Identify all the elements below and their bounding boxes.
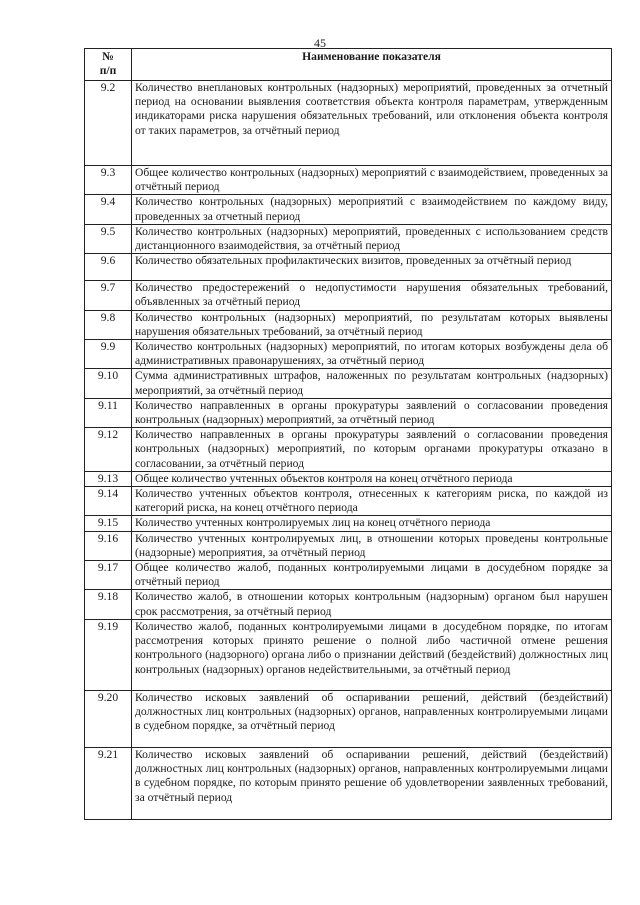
table-row xyxy=(85,81,612,166)
table-row xyxy=(85,590,612,619)
row-number: 9.8 xyxy=(85,310,132,339)
indicator-name: Количество направленных в органы прокуратуры заявлений о согласовании проведения контрольных (надзорных) мероприятий, за отчётный период xyxy=(132,398,612,427)
table-row xyxy=(85,690,612,747)
table-row xyxy=(85,428,612,472)
row-number: 9.20 xyxy=(85,690,132,747)
indicator-name: Количество учтенных контролируемых лиц, в отношении которых проведены контрольные (надзорные) мероприятия, за отчётный период xyxy=(132,531,612,560)
indicator-name: Количество направленных в органы прокуратуры заявлений о согласовании проведения контрольных (надзорных) мероприятий, по которым органами прокуратуры отказано в согласовании, за отчётный период xyxy=(132,428,612,472)
row-number: 9.5 xyxy=(85,224,132,253)
page-number: 45 xyxy=(314,36,326,50)
indicator-name: Количество исковых заявлений об оспаривании решений, действий (бездействий) должностных лиц контрольных (надзорных) органов, направленных контролируемыми лицами в судебном порядке, по которым принято решение об удовлетворении заявленных требований, за отчётный период xyxy=(132,747,612,819)
indicator-name: Количество контрольных (надзорных) мероприятий, проведенных с использованием средств дистанционного взаимодействия, за отчётный период xyxy=(132,224,612,253)
row-number: 9.16 xyxy=(85,531,132,560)
table-row xyxy=(85,516,612,531)
indicator-name: Количество жалоб, в отношении которых контрольным (надзорным) органом был нарушен срок рассмотрения, за отчётный период xyxy=(132,590,612,619)
column-header-number-line1: № xyxy=(102,50,114,63)
table-row xyxy=(85,224,612,253)
row-number: 9.12 xyxy=(85,428,132,472)
row-number: 9.18 xyxy=(85,590,132,619)
table-row xyxy=(85,254,612,281)
table-row xyxy=(85,195,612,224)
table-row xyxy=(85,619,612,690)
row-number: 9.19 xyxy=(85,619,132,690)
indicators-table xyxy=(84,48,612,820)
table-row xyxy=(85,487,612,516)
column-header-number-line2: п/п xyxy=(99,64,117,77)
table-row xyxy=(85,747,612,819)
row-number: 9.2 xyxy=(85,81,132,166)
table-row xyxy=(85,281,612,310)
table-row xyxy=(85,531,612,560)
indicator-name: Общее количество учтенных объектов контроля на конец отчётного периода xyxy=(132,471,612,486)
row-number: 9.6 xyxy=(85,254,132,281)
indicator-name: Количество исковых заявлений об оспаривании решений, действий (бездействий) должностных лиц контрольных (надзорных) органов, направленных контролируемыми лицами в судебном порядке, за отчётный период xyxy=(132,690,612,747)
table-row xyxy=(85,310,612,339)
row-number: 9.10 xyxy=(85,369,132,398)
table-body xyxy=(85,81,612,820)
indicator-name: Количество контрольных (надзорных) мероприятий, по результатам которых выявлены нарушения обязательных требований, за отчётный период xyxy=(132,310,612,339)
indicator-name: Количество предостережений о недопустимости нарушения обязательных требований, объявленных за отчётный период xyxy=(132,281,612,310)
row-number: 9.21 xyxy=(85,747,132,819)
row-number: 9.17 xyxy=(85,561,132,590)
column-header-name: Наименование показателя xyxy=(132,49,612,81)
indicator-name: Количество учтенных объектов контроля, отнесенных к категориям риска, по каждой из категорий риска, на конец отчётного периода xyxy=(132,487,612,516)
column-header-number xyxy=(85,49,132,81)
indicator-name: Количество контрольных (надзорных) мероприятий, по итогам которых возбуждены дела об административных правонарушениях, за отчётный период xyxy=(132,340,612,369)
indicator-name: Количество учтенных контролируемых лиц на конец отчётного периода xyxy=(132,516,612,531)
indicator-name: Общее количество контрольных (надзорных) мероприятий с взаимодействием, проведенных за отчётный период xyxy=(132,166,612,195)
indicator-name: Общее количество жалоб, поданных контролируемыми лицами в досудебном порядке за отчётный период xyxy=(132,561,612,590)
row-number: 9.15 xyxy=(85,516,132,531)
table-row xyxy=(85,398,612,427)
row-number: 9.9 xyxy=(85,340,132,369)
table-row xyxy=(85,369,612,398)
row-number: 9.14 xyxy=(85,487,132,516)
indicator-name: Количество жалоб, поданных контролируемыми лицами в досудебном порядке, по итогам рассмотрения которых принято решение о полной либо частичной отмене решения контрольного (надзорного) органа либо о признании действий (бездействий) должностных лиц контрольных (надзорных) органов недействительными, за отчётный период xyxy=(132,619,612,690)
row-number: 9.4 xyxy=(85,195,132,224)
table-row xyxy=(85,166,612,195)
indicator-name: Количество контрольных (надзорных) мероприятий с взаимодействием по каждому виду, проведенных за отчетный период xyxy=(132,195,612,224)
row-number: 9.11 xyxy=(85,398,132,427)
row-number: 9.13 xyxy=(85,471,132,486)
row-number: 9.3 xyxy=(85,166,132,195)
indicator-name: Количество внеплановых контрольных (надзорных) мероприятий, проведенных за отчетный период на основании выявления соответствия объекта контроля параметрам, утвержденным индикаторами риска нарушения обязательных требований, или отклонения объекта контроля от таких параметров, за отчётный период xyxy=(132,81,612,166)
indicator-name: Сумма административных штрафов, наложенных по результатам контрольных (надзорных) мероприятий, за отчётный период xyxy=(132,369,612,398)
row-number: 9.7 xyxy=(85,281,132,310)
table-row xyxy=(85,471,612,486)
table-header-row xyxy=(85,49,612,81)
table-row xyxy=(85,561,612,590)
indicator-name: Количество обязательных профилактических визитов, проведенных за отчётный период xyxy=(132,254,612,281)
table-row xyxy=(85,340,612,369)
